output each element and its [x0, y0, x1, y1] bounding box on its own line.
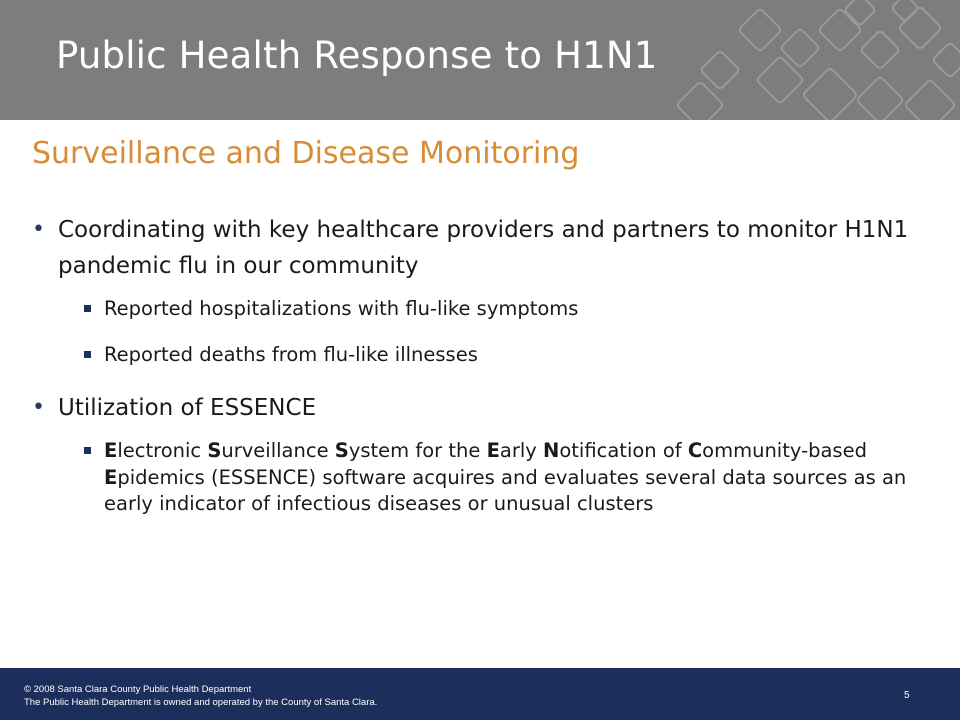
diamond-shape [856, 76, 904, 120]
essence-initial: S [207, 439, 222, 462]
sub-bullet-text [104, 439, 906, 515]
essence-text-run: pidemics (ESSENCE) software acquires and evaluates several data sources as an early indicator of infectious diseases or unusual clusters [104, 465, 907, 515]
diamond-shape [818, 8, 862, 52]
bullet-essence [32, 390, 944, 426]
essence-initial: N [543, 439, 560, 462]
essence-initial: E [486, 439, 500, 462]
diamond-shape [802, 67, 857, 120]
essence-text-run: ystem for the [348, 439, 487, 462]
slide-subtitle: Surveillance and Disease Monitoring [32, 136, 580, 171]
essence-initial: S [334, 439, 349, 462]
essence-text-run: ommunity-based [702, 439, 867, 462]
essence-initial: C [687, 439, 703, 462]
essence-text-run: urveillance [221, 439, 335, 462]
diamond-shape [738, 8, 782, 52]
square-bullet-icon [84, 447, 91, 454]
sub-list-monitoring [32, 296, 944, 368]
footer-copyright: © 2008 Santa Clara County Public Health Department [24, 684, 252, 695]
diamond-shape [700, 50, 740, 90]
sub-bullet-text: Reported deaths from flu-like illnesses [104, 343, 478, 366]
sub-bullet-hospitalizations [82, 296, 944, 322]
bullet-dot-icon: • [32, 395, 45, 420]
slide-title: Public Health Response to H1N1 [56, 34, 658, 77]
sub-bullet-deaths [82, 342, 944, 368]
diamond-shape [898, 6, 942, 50]
square-bullet-icon [84, 351, 91, 358]
slide-footer [0, 668, 960, 720]
diamond-shape [891, 0, 919, 22]
diamond-shape [860, 30, 900, 70]
slide-header [0, 0, 960, 120]
sub-bullet-essence-description [82, 438, 944, 518]
bullet-dot-icon: • [32, 217, 45, 242]
diamond-shape [844, 0, 876, 26]
bullet-text: Coordinating with key healthcare providers and partners to monitor H1N1 pandemic flu in our community [58, 217, 909, 279]
sub-bullet-text: Reported hospitalizations with flu-like symptoms [104, 297, 579, 320]
bullet-coordinating [32, 212, 944, 284]
footer-ownership: The Public Health Department is owned and operated by the County of Santa Clara. [24, 697, 378, 708]
diamond-shape [932, 42, 960, 78]
sub-list-essence [32, 438, 944, 518]
essence-initial: E [104, 439, 118, 462]
bullet-text: Utilization of ESSENCE [58, 395, 317, 421]
page-number: 5 [904, 690, 910, 701]
essence-text-run: arly [499, 439, 544, 462]
diamond-shape [904, 79, 955, 120]
square-bullet-icon [84, 305, 91, 312]
slide-content [32, 212, 944, 538]
essence-text-run: lectronic [117, 439, 208, 462]
essence-initial: E [104, 465, 118, 489]
essence-text-run: otification of [559, 439, 688, 462]
